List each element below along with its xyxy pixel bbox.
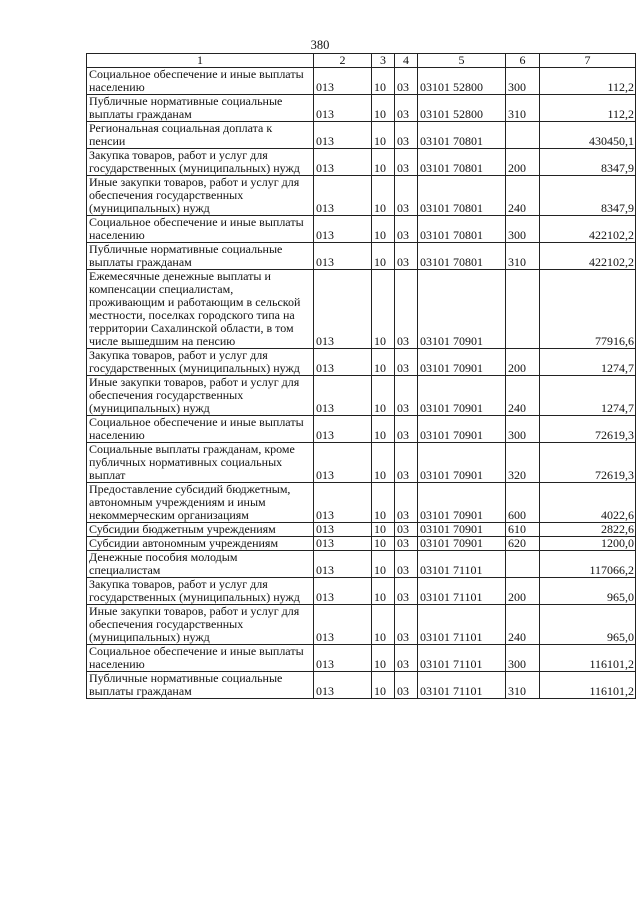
- column-header-4: 4: [395, 54, 418, 68]
- row-expense-type-cell: [506, 122, 540, 149]
- column-header-2: 2: [314, 54, 372, 68]
- row-expense-type-cell: 300: [506, 216, 540, 243]
- row-code-cell: 013: [314, 349, 372, 376]
- table-header-row: [87, 54, 636, 68]
- row-expense-type-cell: 240: [506, 605, 540, 645]
- row-section-cell: 10: [372, 68, 395, 95]
- row-subsection-cell: 03: [395, 270, 418, 349]
- row-code-cell: 013: [314, 483, 372, 523]
- column-header-3: 3: [372, 54, 395, 68]
- table-row: [87, 645, 636, 672]
- row-target-article-cell: 03101 70801: [418, 176, 506, 216]
- row-code-cell: 013: [314, 523, 372, 537]
- row-name-cell: Денежные пособия молодым специалистам: [87, 551, 314, 578]
- row-code-cell: 013: [314, 537, 372, 551]
- row-name-cell: Закупка товаров, работ и услуг для государственных (муниципальных) нужд: [87, 149, 314, 176]
- row-name-cell: Публичные нормативные социальные выплаты гражданам: [87, 95, 314, 122]
- row-code-cell: 013: [314, 376, 372, 416]
- row-subsection-cell: 03: [395, 122, 418, 149]
- row-name-cell: Субсидии бюджетным учреждениям: [87, 523, 314, 537]
- table-row: [87, 416, 636, 443]
- row-code-cell: 013: [314, 149, 372, 176]
- row-amount-cell: 112,2: [540, 68, 636, 95]
- row-target-article-cell: 03101 71101: [418, 672, 506, 699]
- row-amount-cell: 117066,2: [540, 551, 636, 578]
- row-subsection-cell: 03: [395, 68, 418, 95]
- table-row: [87, 270, 636, 349]
- row-name-cell: Социальное обеспечение и иные выплаты населению: [87, 645, 314, 672]
- row-amount-cell: 965,0: [540, 578, 636, 605]
- row-section-cell: 10: [372, 672, 395, 699]
- row-expense-type-cell: 200: [506, 578, 540, 605]
- row-target-article-cell: 03101 70901: [418, 523, 506, 537]
- table-row: [87, 578, 636, 605]
- row-name-cell: Ежемесячные денежные выплаты и компенсации специалистам, проживающим и работающим в сельской местности, поселках городского типа на территории Сахалинской области, в том числе вышедшим на пенсию: [87, 270, 314, 349]
- row-expense-type-cell: 240: [506, 176, 540, 216]
- row-section-cell: 10: [372, 243, 395, 270]
- row-code-cell: 013: [314, 443, 372, 483]
- row-name-cell: Региональная социальная доплата к пенсии: [87, 122, 314, 149]
- row-section-cell: 10: [372, 349, 395, 376]
- row-subsection-cell: 03: [395, 243, 418, 270]
- row-name-cell: Социальное обеспечение и иные выплаты населению: [87, 416, 314, 443]
- row-target-article-cell: 03101 70901: [418, 537, 506, 551]
- row-target-article-cell: 03101 70901: [418, 270, 506, 349]
- row-target-article-cell: 03101 71101: [418, 578, 506, 605]
- row-name-cell: Иные закупки товаров, работ и услуг для обеспечения государственных (муниципальных) нужд: [87, 376, 314, 416]
- row-name-cell: Иные закупки товаров, работ и услуг для обеспечения государственных (муниципальных) нужд: [87, 176, 314, 216]
- row-expense-type-cell: 320: [506, 443, 540, 483]
- row-section-cell: 10: [372, 176, 395, 216]
- row-subsection-cell: 03: [395, 578, 418, 605]
- column-header-6: 6: [506, 54, 540, 68]
- table-row: [87, 68, 636, 95]
- row-name-cell: Социальное обеспечение и иные выплаты населению: [87, 216, 314, 243]
- row-expense-type-cell: 200: [506, 349, 540, 376]
- table-row: [87, 483, 636, 523]
- row-amount-cell: 1274,7: [540, 376, 636, 416]
- row-name-cell: Публичные нормативные социальные выплаты гражданам: [87, 243, 314, 270]
- row-code-cell: 013: [314, 68, 372, 95]
- row-expense-type-cell: 200: [506, 149, 540, 176]
- row-section-cell: 10: [372, 95, 395, 122]
- row-expense-type-cell: 620: [506, 537, 540, 551]
- row-subsection-cell: 03: [395, 149, 418, 176]
- row-subsection-cell: 03: [395, 95, 418, 122]
- row-code-cell: 013: [314, 551, 372, 578]
- table-row: [87, 551, 636, 578]
- row-subsection-cell: 03: [395, 551, 418, 578]
- row-code-cell: 013: [314, 645, 372, 672]
- row-expense-type-cell: 600: [506, 483, 540, 523]
- row-code-cell: 013: [314, 578, 372, 605]
- row-amount-cell: 112,2: [540, 95, 636, 122]
- row-section-cell: 10: [372, 645, 395, 672]
- row-expense-type-cell: [506, 270, 540, 349]
- row-subsection-cell: 03: [395, 523, 418, 537]
- row-section-cell: 10: [372, 537, 395, 551]
- table-row: [87, 537, 636, 551]
- row-section-cell: 10: [372, 270, 395, 349]
- table-row: [87, 672, 636, 699]
- row-subsection-cell: 03: [395, 537, 418, 551]
- row-section-cell: 10: [372, 149, 395, 176]
- row-expense-type-cell: 240: [506, 376, 540, 416]
- row-amount-cell: 965,0: [540, 605, 636, 645]
- row-section-cell: 10: [372, 443, 395, 483]
- row-expense-type-cell: 310: [506, 243, 540, 270]
- column-header-5: 5: [418, 54, 506, 68]
- row-subsection-cell: 03: [395, 672, 418, 699]
- row-name-cell: Иные закупки товаров, работ и услуг для обеспечения государственных (муниципальных) нужд: [87, 605, 314, 645]
- row-name-cell: Социальные выплаты гражданам, кроме публичных нормативных социальных выплат: [87, 443, 314, 483]
- row-target-article-cell: 03101 70801: [418, 122, 506, 149]
- row-code-cell: 013: [314, 122, 372, 149]
- row-expense-type-cell: 300: [506, 645, 540, 672]
- row-section-cell: 10: [372, 216, 395, 243]
- row-target-article-cell: 03101 71101: [418, 605, 506, 645]
- table-row: [87, 523, 636, 537]
- table-row: [87, 349, 636, 376]
- table-row: [87, 443, 636, 483]
- row-amount-cell: 77916,6: [540, 270, 636, 349]
- row-amount-cell: 4022,6: [540, 483, 636, 523]
- row-section-cell: 10: [372, 483, 395, 523]
- table-row: [87, 149, 636, 176]
- row-amount-cell: 72619,3: [540, 443, 636, 483]
- table-row: [87, 376, 636, 416]
- row-code-cell: 013: [314, 176, 372, 216]
- row-amount-cell: 8347,9: [540, 176, 636, 216]
- table-row: [87, 216, 636, 243]
- row-code-cell: 013: [314, 243, 372, 270]
- row-target-article-cell: 03101 71101: [418, 551, 506, 578]
- row-section-cell: 10: [372, 376, 395, 416]
- row-section-cell: 10: [372, 523, 395, 537]
- row-amount-cell: 116101,2: [540, 645, 636, 672]
- row-name-cell: Субсидии автономным учреждениям: [87, 537, 314, 551]
- row-target-article-cell: 03101 71101: [418, 645, 506, 672]
- table-row: [87, 176, 636, 216]
- row-expense-type-cell: 300: [506, 68, 540, 95]
- row-section-cell: 10: [372, 416, 395, 443]
- row-target-article-cell: 03101 70901: [418, 483, 506, 523]
- row-subsection-cell: 03: [395, 645, 418, 672]
- row-amount-cell: 422102,2: [540, 216, 636, 243]
- table-body: [87, 68, 636, 699]
- row-code-cell: 013: [314, 270, 372, 349]
- row-section-cell: 10: [372, 122, 395, 149]
- row-amount-cell: 422102,2: [540, 243, 636, 270]
- row-name-cell: Публичные нормативные социальные выплаты гражданам: [87, 672, 314, 699]
- row-section-cell: 10: [372, 605, 395, 645]
- row-section-cell: 10: [372, 551, 395, 578]
- row-expense-type-cell: 610: [506, 523, 540, 537]
- row-code-cell: 013: [314, 95, 372, 122]
- page-number: 380: [310, 38, 330, 52]
- row-amount-cell: 8347,9: [540, 149, 636, 176]
- table-row: [87, 605, 636, 645]
- column-header-1: 1: [87, 54, 314, 68]
- row-amount-cell: 116101,2: [540, 672, 636, 699]
- row-target-article-cell: 03101 70801: [418, 216, 506, 243]
- row-code-cell: 013: [314, 672, 372, 699]
- column-header-7: 7: [540, 54, 636, 68]
- row-expense-type-cell: 310: [506, 95, 540, 122]
- table-row: [87, 95, 636, 122]
- row-subsection-cell: 03: [395, 416, 418, 443]
- row-subsection-cell: 03: [395, 443, 418, 483]
- row-amount-cell: 430450,1: [540, 122, 636, 149]
- budget-table: [86, 53, 636, 699]
- row-amount-cell: 2822,6: [540, 523, 636, 537]
- row-name-cell: Предоставление субсидий бюджетным, автономным учреждениям и иным некоммерческим организациям: [87, 483, 314, 523]
- row-subsection-cell: 03: [395, 176, 418, 216]
- row-target-article-cell: 03101 70801: [418, 243, 506, 270]
- row-section-cell: 10: [372, 578, 395, 605]
- row-name-cell: Закупка товаров, работ и услуг для государственных (муниципальных) нужд: [87, 349, 314, 376]
- row-subsection-cell: 03: [395, 216, 418, 243]
- row-target-article-cell: 03101 70801: [418, 149, 506, 176]
- row-code-cell: 013: [314, 605, 372, 645]
- row-target-article-cell: 03101 52800: [418, 95, 506, 122]
- row-subsection-cell: 03: [395, 483, 418, 523]
- row-expense-type-cell: [506, 551, 540, 578]
- row-amount-cell: 72619,3: [540, 416, 636, 443]
- row-expense-type-cell: 310: [506, 672, 540, 699]
- row-code-cell: 013: [314, 216, 372, 243]
- row-code-cell: 013: [314, 416, 372, 443]
- table-row: [87, 122, 636, 149]
- row-subsection-cell: 03: [395, 349, 418, 376]
- row-target-article-cell: 03101 70901: [418, 376, 506, 416]
- row-subsection-cell: 03: [395, 605, 418, 645]
- row-target-article-cell: 03101 52800: [418, 68, 506, 95]
- row-target-article-cell: 03101 70901: [418, 349, 506, 376]
- row-subsection-cell: 03: [395, 376, 418, 416]
- row-amount-cell: 1274,7: [540, 349, 636, 376]
- row-target-article-cell: 03101 70901: [418, 416, 506, 443]
- row-amount-cell: 1200,0: [540, 537, 636, 551]
- row-name-cell: Социальное обеспечение и иные выплаты населению: [87, 68, 314, 95]
- row-expense-type-cell: 300: [506, 416, 540, 443]
- table-row: [87, 243, 636, 270]
- row-name-cell: Закупка товаров, работ и услуг для государственных (муниципальных) нужд: [87, 578, 314, 605]
- row-target-article-cell: 03101 70901: [418, 443, 506, 483]
